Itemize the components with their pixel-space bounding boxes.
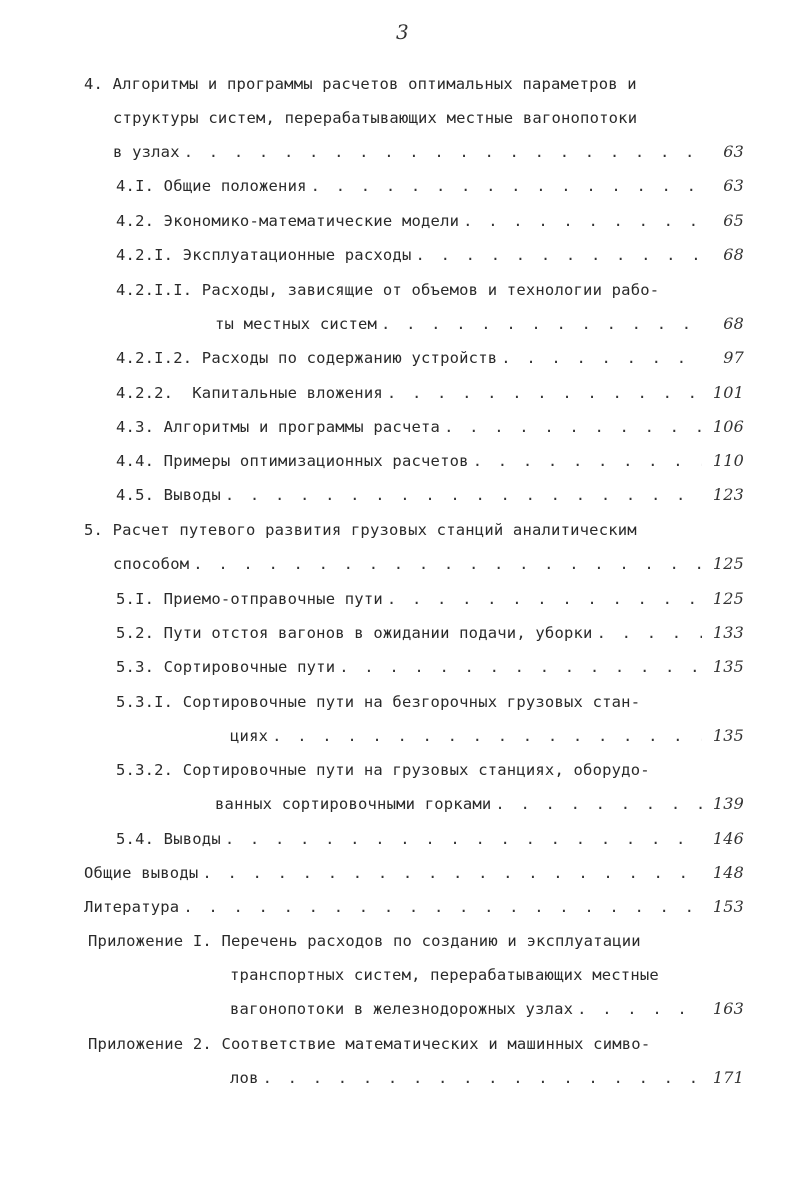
toc-entry[interactable]: вагонопотоки в железнодорожных узлах . . . 163 (230, 995, 744, 1023)
toc-entry[interactable]: 4.2. Экономико-математические модели . . . 65 (116, 207, 744, 235)
page-ref: 123 (712, 485, 744, 504)
page-ref: 163 (712, 999, 744, 1018)
toc-entry-title: 5.3.I. Сортировочные пути на безгорочных грузовых стан- (116, 693, 641, 711)
page-ref: 68 (723, 245, 744, 264)
page-ref: 146 (712, 829, 744, 848)
page-ref: 125 (712, 554, 744, 573)
toc-entry[interactable]: 4.5. Выводы . . . 123 (116, 481, 744, 509)
page-ref: 125 (712, 589, 744, 608)
toc-appendix-1-title: Приложение I. Перечень расходов по созданию и эксплуатации (88, 932, 641, 950)
toc-chapter-4-title-cont: структуры систем, перерабатывающих местные вагонопотоки (113, 109, 638, 127)
page-ref: 148 (712, 863, 744, 882)
page-ref: 63 (723, 176, 744, 195)
toc-entry-title: 5.3.2. Сортировочные пути на грузовых станциях, оборудо- (116, 761, 650, 779)
page-ref: 63 (723, 142, 744, 161)
toc-entry[interactable]: Литература . . . 153 (84, 893, 744, 921)
toc-entry[interactable]: 4.3. Алгоритмы и программы расчета . . . 106 (116, 413, 744, 441)
page-ref: 133 (712, 623, 744, 642)
toc-appendix-2-title: Приложение 2. Соответствие математических и машинных симво- (88, 1035, 651, 1053)
page-ref: 106 (712, 417, 744, 436)
toc-entry[interactable]: ванных сортировочными горками . . . 139 (215, 790, 744, 818)
toc-entry[interactable]: 4.2.2. Капитальные вложения . . . 101 (116, 379, 744, 407)
toc-chapter-5-title: 5. Расчет путевого развития грузовых станций аналитическим (84, 521, 637, 539)
toc-entry[interactable]: 4.4. Примеры оптимизационных расчетов . . . 110 (116, 447, 744, 475)
page-ref: 135 (712, 726, 744, 745)
page-ref: 101 (712, 383, 744, 402)
page-ref: 139 (712, 794, 744, 813)
page-ref: 171 (712, 1068, 744, 1087)
toc-entry[interactable]: лов . . . 171 (230, 1064, 744, 1092)
toc-entry[interactable]: 5.I. Приемо-отправочные пути . . . 125 (116, 585, 744, 613)
toc-entry[interactable]: 4.I. Общие положения . . . 63 (116, 172, 744, 200)
page-ref: 97 (723, 348, 744, 367)
toc-appendix-1-title-cont: транспортных систем, перерабатывающих местные (230, 966, 659, 984)
toc-entry[interactable]: 5.3. Сортировочные пути . . . 135 (116, 653, 744, 681)
toc-entry[interactable]: в узлах . . . 63 (113, 138, 744, 166)
page-ref: 110 (712, 451, 744, 470)
toc-entry[interactable]: способом . . . 125 (113, 550, 744, 578)
toc-entry[interactable]: 5.4. Выводы . . . 146 (116, 825, 744, 853)
page-ref: 135 (712, 657, 744, 676)
page-number: 3 (396, 20, 409, 44)
toc-entry[interactable]: 4.2.I. Эксплуатационные расходы . . . 68 (116, 241, 744, 269)
page-ref: 65 (723, 211, 744, 230)
toc-entry[interactable]: циях . . . 135 (230, 722, 744, 750)
page-ref: 153 (712, 897, 744, 916)
toc-entry[interactable]: 5.2. Пути отстоя вагонов в ожидании подачи, уборки . . . 133 (116, 619, 744, 647)
page-ref: 68 (723, 314, 744, 333)
toc-entry[interactable]: Общие выводы . . . 148 (84, 859, 744, 887)
toc-entry-title: 4.2.I.I. Расходы, зависящие от объемов и технологии рабо- (116, 281, 660, 299)
toc-entry[interactable]: ты местных систем . . . 68 (215, 310, 744, 338)
toc-entry[interactable]: 4.2.I.2. Расходы по содержанию устройств . . . 97 (116, 344, 744, 372)
toc-chapter-4-title: 4. Алгоритмы и программы расчетов оптимальных параметров и (84, 75, 637, 93)
